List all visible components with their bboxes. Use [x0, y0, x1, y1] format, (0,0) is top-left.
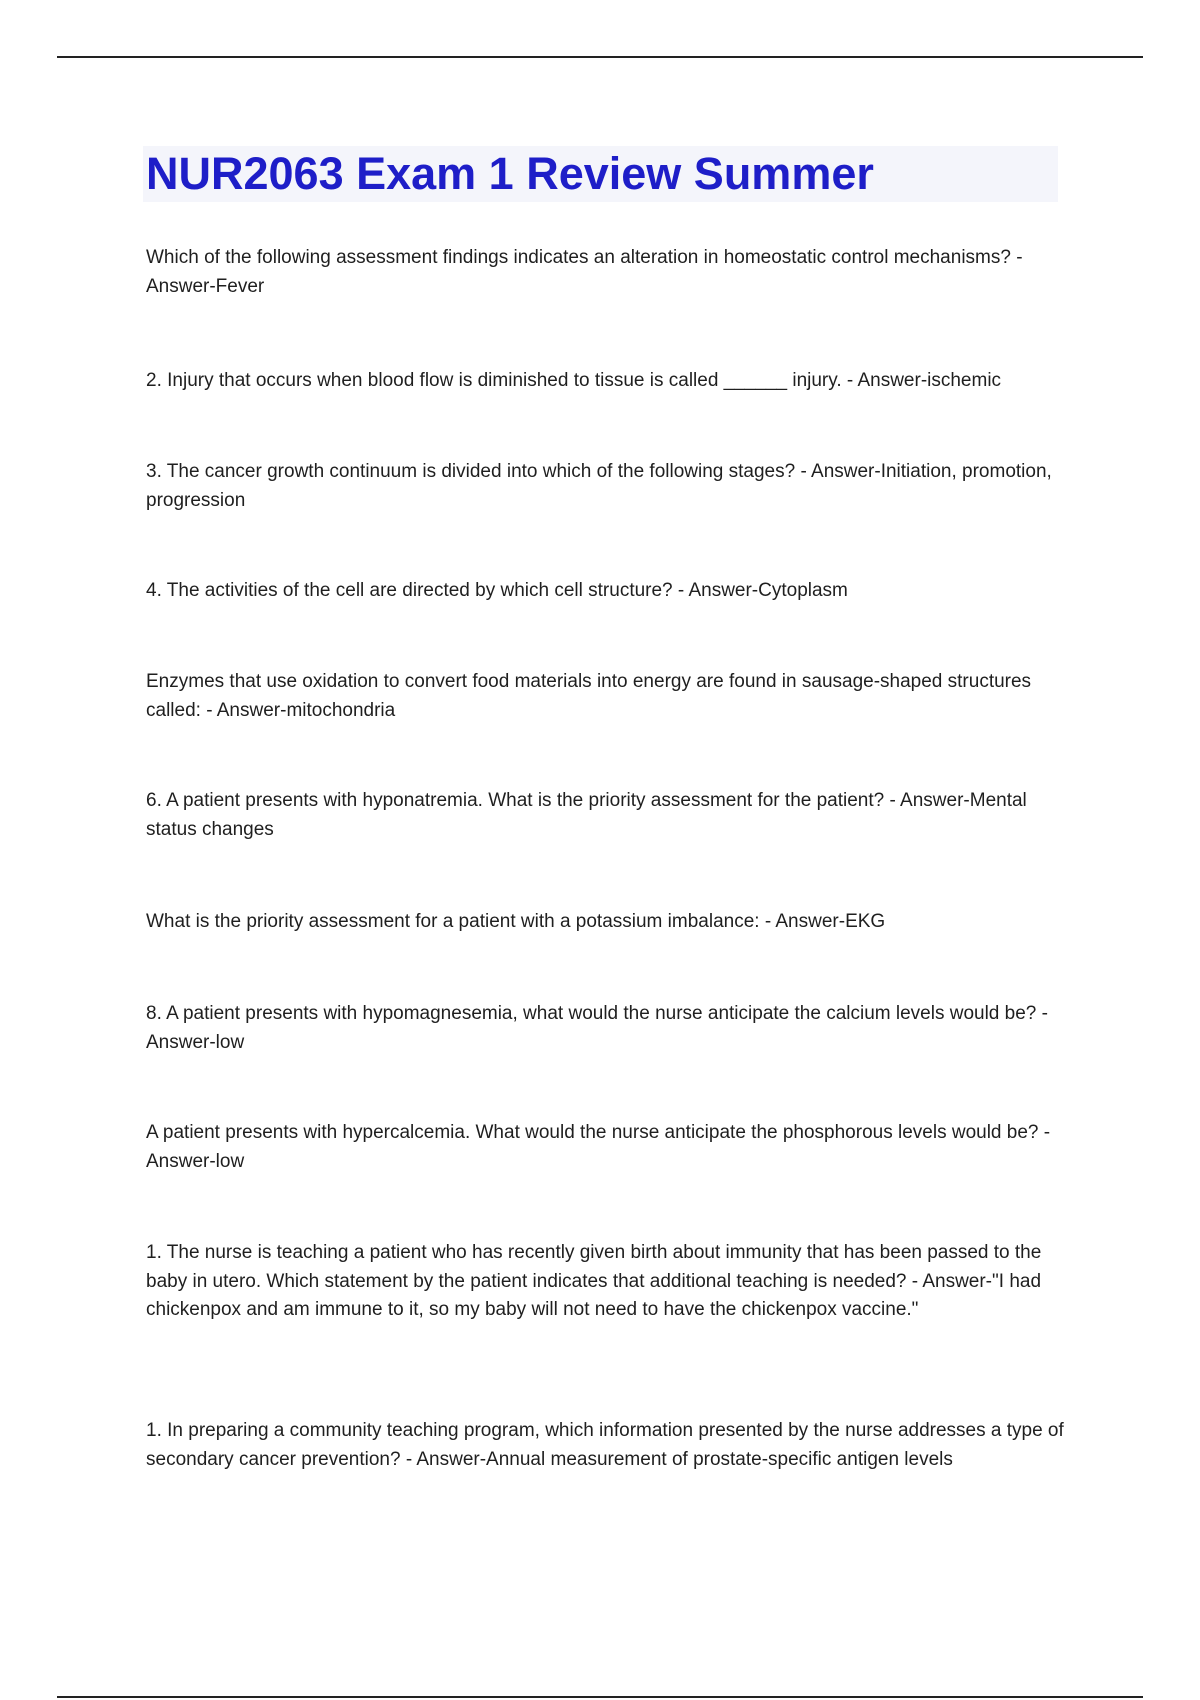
- title-band: [143, 146, 1058, 202]
- question-item: Enzymes that use oxidation to convert food materials into energy are found in sausage-shaped structures called: - Answer-mitochondria: [146, 671, 1032, 721]
- question-item: 3. The cancer growth continuum is divided into which of the following stages? - Answer-Initiation, promotion, progression: [146, 461, 1052, 511]
- question-item: 2. Injury that occurs when blood flow is diminished to tissue is called ______ injury. - Answer-ischemic: [146, 370, 1002, 391]
- page-title: NUR2063 Exam 1 Review Summer: [146, 148, 874, 199]
- question-item: 8. A patient presents with hypomagnesemia, what would the nurse anticipate the calcium levels would be? - Answer-low: [146, 1003, 1048, 1053]
- bottom-divider: [57, 1696, 1143, 1698]
- question-item: A patient presents with hypercalcemia. What would the nurse anticipate the phosphorous levels would be? - Answer-low: [146, 1122, 1051, 1172]
- top-divider: [57, 56, 1143, 58]
- question-item: 6. A patient presents with hyponatremia. What is the priority assessment for the patient? - Answer-Mental status changes: [146, 790, 1027, 840]
- question-item: Which of the following assessment findings indicates an alteration in homeostatic control mechanisms? - Answer-Fever: [146, 247, 1023, 297]
- question-item: 1. The nurse is teaching a patient who has recently given birth about immunity that has been passed to the baby in utero. Which statement by the patient indicates that additional teaching is needed? - Answer-"I had chickenpox and am immune to it, so my baby will not need to have the chickenpox vaccine.": [146, 1242, 1042, 1320]
- question-item: What is the priority assessment for a patient with a potassium imbalance: - Answer-EKG: [146, 911, 886, 932]
- question-item: 4. The activities of the cell are directed by which cell structure? - Answer-Cytoplasm: [146, 580, 848, 601]
- question-item: 1. In preparing a community teaching program, which information presented by the nurse addresses a type of secondary cancer prevention? - Answer-Annual measurement of prostate-specific antigen levels: [146, 1420, 1064, 1470]
